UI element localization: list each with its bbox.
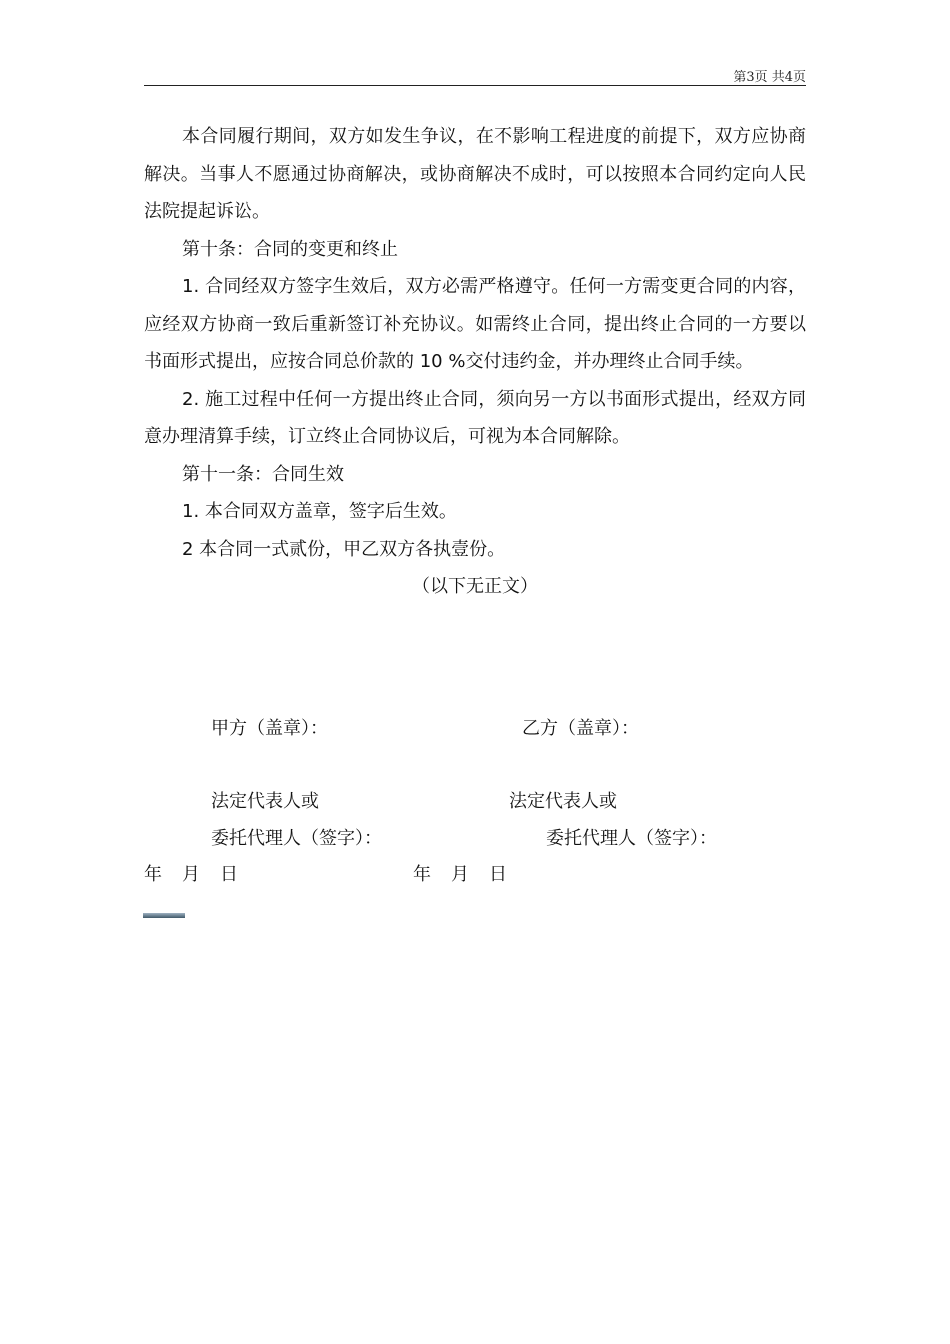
article-11-title: 第十一条：合同生效 [182,463,344,485]
article-10-title: 第十条：合同的变更和终止 [182,238,398,260]
dispute-paragraph: 本合同履行期间，双方如发生争议，在不影响工程进度的前提下，双方应协商解决。当事人不愿通过协商解决，或协商解决不成时，可以按照本合同约定向人民法院提起诉讼。 [144,126,806,222]
header-divider [144,85,806,86]
party-b-agent-signature-label: 委托代理人（签字）： [546,828,717,849]
party-a-date-line [144,863,238,887]
page-number-header: 第3页 共4页 [733,70,806,85]
date-day-label: 日 [489,864,507,885]
article-11-item-1: 1. 本合同双方盖章，签字后生效。 [182,501,457,522]
party-b-date-line [413,863,507,887]
end-of-text-note: （以下无正文） [412,576,538,597]
party-b-seal-label: 乙方（盖章）： [522,718,639,739]
article-10-item-1: 1. 合同经双方签字生效后，双方必需严格遵守。任何一方需变更合同的内容，应经双方协商一致后重新签订补充协议。如需终止合同，提出终止合同的一方要以书面形式提出，应按合同总价款的 10 %交付违约金，并办理终止合同手续。 [144,276,806,372]
party-b-representative-label: 法定代表人或 [509,791,617,812]
article-11-item-2: 2 本合同一式贰份，甲乙双方各执壹份。 [182,538,506,560]
party-a-seal-label: 甲方（盖章）： [211,718,328,739]
party-a-representative-label: 法定代表人或 [211,791,319,812]
date-year-label: 年 [144,864,162,885]
date-year-label: 年 [413,864,431,885]
date-month-label: 月 [182,864,200,885]
date-day-label: 日 [220,864,238,885]
date-month-label: 月 [451,864,469,885]
decorative-mark [143,913,185,918]
party-a-agent-signature-label: 委托代理人（签字）： [211,828,382,849]
contract-body [144,118,806,606]
article-10-item-2: 2. 施工过程中任何一方提出终止合同，须向另一方以书面形式提出，经双方同意办理清算手续，订立终止合同协议后，可视为本合同解除。 [144,388,806,447]
